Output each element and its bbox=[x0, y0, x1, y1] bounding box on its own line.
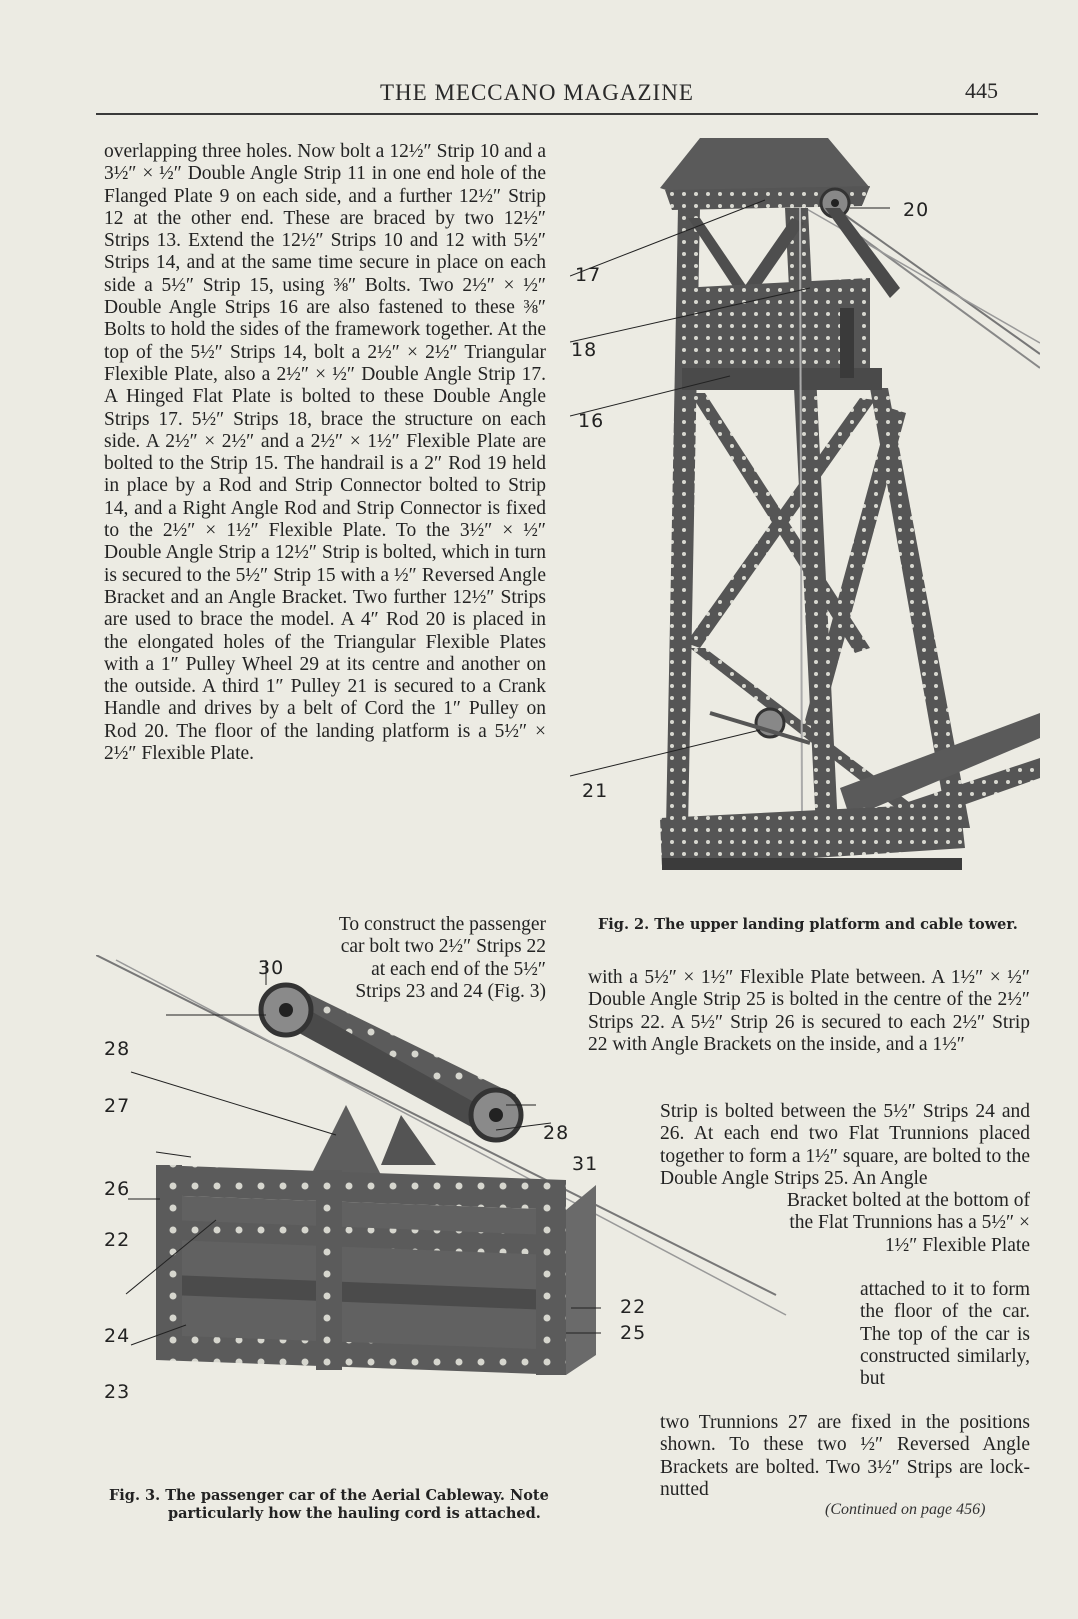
paragraph-car-construction-end: two Trunnions 27 are fixed in the positions shown. To these two ½″ Reversed Angle Brackets are bolted. Two 3½″ Strips are lock-nutted bbox=[660, 1412, 1030, 1500]
fig3-callout-22b: 22 bbox=[620, 1296, 647, 1318]
paragraph-tower-construction: overlapping three holes. Now bolt a 12½″ Strip 10 and a 3½″ × ½″ Double Angle Strip 11 in one end hole of the Flanged Plate 9 on each side, and a further 12½″ Strip 12 at the other end. These are braced by two 12½″ Strips 13. Extend the 12½″ Strips 10 and 12 with 5½″ Strips 14, and at the same time secure in place on each side a 5½″ Strip 15, using ⅜″ Bolts. Two 2½″ × ½″ Double Angle Strips 16 are also fastened to these ⅜″ Bolts to hold the sides of the framework together. At the top of the 5½″ Strips 14, bolt a 2½″ × 2½″ Triangular Flexible Plate, also a 2½″ × ½″ Double Angle Strip 17. A Hinged Flat Plate is bolted to these Double Angle Strips 17. 5½″ Strips 18, brace the structure on each side. A 2½″ × 2½″ and a 2½″ × 1½″ Flexible Plate are bolted to the Strip 15. The handrail is a 2″ Rod 19 held in place by a Rod and Strip Connector bolted to Strip 14, and a Right Angle Rod and Strip Connector is fixed to the 2½″ × 1½″ Flexible Plate. To the 3½″ × ½″ Double Angle Strip a 12½″ Strip is bolted, which in turn is secured to the 5½″ Strip 15 with a ½″ Reversed Angle Bracket and an Angle Bracket. Two further 12½″ Strips are used to brace the model. A 4″ Rod 20 is placed in the elongated holes of the Triangular Flexible Plates with a 1″ Pulley Wheel 29 at its centre and another on the outside. A third 1″ Pulley 21 is secured to a Crank Handle and drives by a belt of Cord the 1″ Pulley on Rod 20. The floor of the landing platform is a 5½″ × 2½″ Flexible Plate. bbox=[104, 141, 546, 765]
fig2-callout-17: 17 bbox=[575, 264, 602, 286]
continued-note: (Continued on page 456) bbox=[825, 1501, 986, 1518]
fig3-callout-25: 25 bbox=[620, 1322, 647, 1344]
paragraph-car-construction-wrap: Strip is bolted between the 5½″ Strips 24 and 26. At each end two Flat Trunnions placed together to form a 1½″ square, are bolted to the Double Angle Strips 25. An Angle bbox=[660, 1101, 1030, 1189]
fig3-car-photo bbox=[96, 955, 796, 1445]
header-rule bbox=[96, 113, 1038, 115]
fig3-caption-line1: Fig. 3. The passenger car of the Aerial Cableway. Note bbox=[109, 1487, 549, 1504]
fig2-callout-20: 20 bbox=[903, 199, 930, 221]
fig3-callout-27: 27 bbox=[104, 1095, 131, 1117]
body-text-column-1 bbox=[104, 141, 546, 765]
fig3-caption-line2: particularly how the hauling cord is attached. bbox=[168, 1505, 541, 1522]
paragraph-car-construction: with a 5½″ × 1½″ Flexible Plate between. A 1½″ × ½″ Double Angle Strip 25 is bolted in the centre of the 2½″ Strips 22. A 5½″ Strip 26 is secured to each 2½″ Strip 22 with Angle Brackets on the inside, and a 1½″ bbox=[588, 967, 1030, 1055]
fig2-caption: Fig. 2. The upper landing platform and cable tower. bbox=[598, 916, 1018, 933]
fig3-callout-28a: 28 bbox=[104, 1038, 131, 1060]
fig2-callout-16: 16 bbox=[578, 410, 605, 432]
fig2-tower-photo bbox=[570, 128, 1040, 904]
body-text-column-2-narrow bbox=[860, 1279, 1030, 1390]
paragraph-car-construction-wrap2: Bracket bolted at the bottom of the Flat Trunnions has a 5½″ × 1½″ Flexible Plate bbox=[786, 1190, 1030, 1256]
fig2-callout-21: 21 bbox=[582, 780, 609, 802]
fig2-callout-18: 18 bbox=[571, 339, 598, 361]
tower-illustration bbox=[570, 128, 1040, 904]
fig3-callout-30: 30 bbox=[258, 957, 285, 979]
running-head: THE MECCANO MAGAZINE bbox=[380, 80, 694, 105]
car-illustration bbox=[96, 955, 796, 1445]
paragraph-car-intro: To construct the passenger car bolt two 2½″ Strips 22 at each end of the 5½″ Strips 23 and 24 (Fig. 3) bbox=[338, 914, 546, 1002]
paragraph-car-construction-narrow: attached to it to form the floor of the car. The top of the car is constructed similarly, but bbox=[860, 1279, 1030, 1390]
fig3-callout-26: 26 bbox=[104, 1178, 131, 1200]
fig3-callout-31: 31 bbox=[572, 1153, 599, 1175]
fig3-callout-23: 23 bbox=[104, 1381, 131, 1403]
body-text-column-2-wrap2 bbox=[760, 1190, 1030, 1257]
fig3-callout-22a: 22 bbox=[104, 1229, 131, 1251]
fig3-callout-28b: 28 bbox=[543, 1122, 570, 1144]
page-number: 445 bbox=[965, 78, 998, 103]
fig3-callout-24: 24 bbox=[104, 1325, 131, 1347]
